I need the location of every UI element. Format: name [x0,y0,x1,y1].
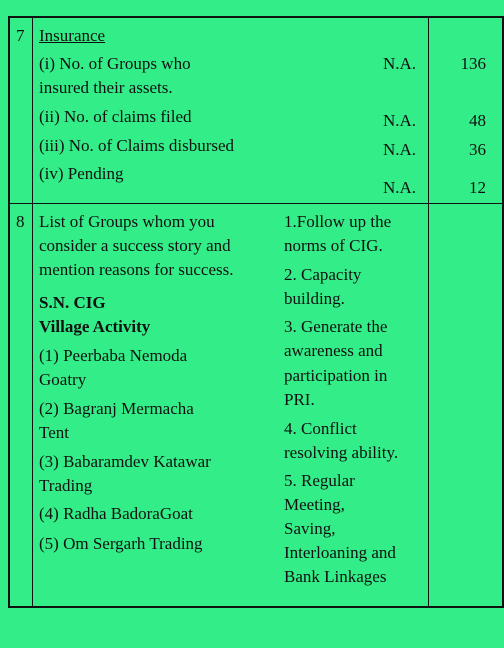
row7-item3-label: (iii) No. of Claims disbursed [39,136,235,155]
row8-reason-line3: 2. Capacity [284,265,362,284]
row7-item4-value: 12 [469,178,486,197]
row8-reason-line6: awareness and [284,341,383,360]
row8-reason-line8: PRI. [284,390,315,409]
row7-item4-status: N.A. [383,178,417,197]
row7-item2-value: 48 [469,111,486,130]
row8-group1-line2: Goatry [39,370,87,389]
row8-reason-line12: Meeting, [284,495,345,514]
column-divider-sn [32,16,33,608]
row-divider [8,203,504,204]
row8-group2-line2: Tent [39,423,69,442]
row8-group3-line2: Trading [39,476,93,495]
row8-reason-line9: 4. Conflict [284,419,357,438]
row8-sn: 8 [16,212,25,231]
row8-reason-line13: Saving, [284,519,336,538]
row8-group1-line1: (1) Peerbaba Nemoda [39,346,188,365]
row7-item2-status: N.A. [383,111,417,130]
row7-heading: Insurance [39,26,106,45]
row8-reason-line15: Bank Linkages [284,567,387,586]
row7-item1-label-line1: (i) No. of Groups who [39,54,191,73]
row7-item4-label: (iv) Pending [39,164,124,183]
row7-item3-status: N.A. [383,140,417,159]
row8-description-line2: consider a success story and [39,236,231,255]
row7-item1-value: 136 [460,54,486,73]
column-divider-value [428,16,429,608]
row7-item2-label: (ii) No. of claims filed [39,107,192,126]
row8-reason-line5: 3. Generate the [284,317,388,336]
row8-table-header-line1: S.N. CIG [39,293,106,312]
row8-description-line3: mention reasons for success. [39,260,234,279]
row8-reason-line1: 1.Follow up the [284,212,392,231]
row8-group5-line1: (5) Om Sergarh Trading [39,534,203,553]
row8-group3-line1: (3) Babaramdev Katawar [39,452,211,471]
row8-reason-line10: resolving ability. [284,443,399,462]
row7-item3-value: 36 [469,140,486,159]
row8-group4-line1: (4) Radha BadoraGoat [39,504,193,523]
row8-reason-line2: norms of CIG. [284,236,383,255]
row8-reason-line4: building. [284,289,345,308]
row8-table-header-line2: Village Activity [39,317,151,336]
row7-item1-status: N.A. [383,54,417,73]
row7-sn: 7 [16,26,25,45]
row8-reason-line7: participation in [284,366,388,385]
row8-reason-line14: Interloaning and [284,543,396,562]
row7-item1-label-line2: insured their assets. [39,78,173,97]
row8-description-line1: List of Groups whom you [39,212,215,231]
row8-reason-line11: 5. Regular [284,471,355,490]
row8-group2-line1: (2) Bagranj Mermacha [39,399,194,418]
